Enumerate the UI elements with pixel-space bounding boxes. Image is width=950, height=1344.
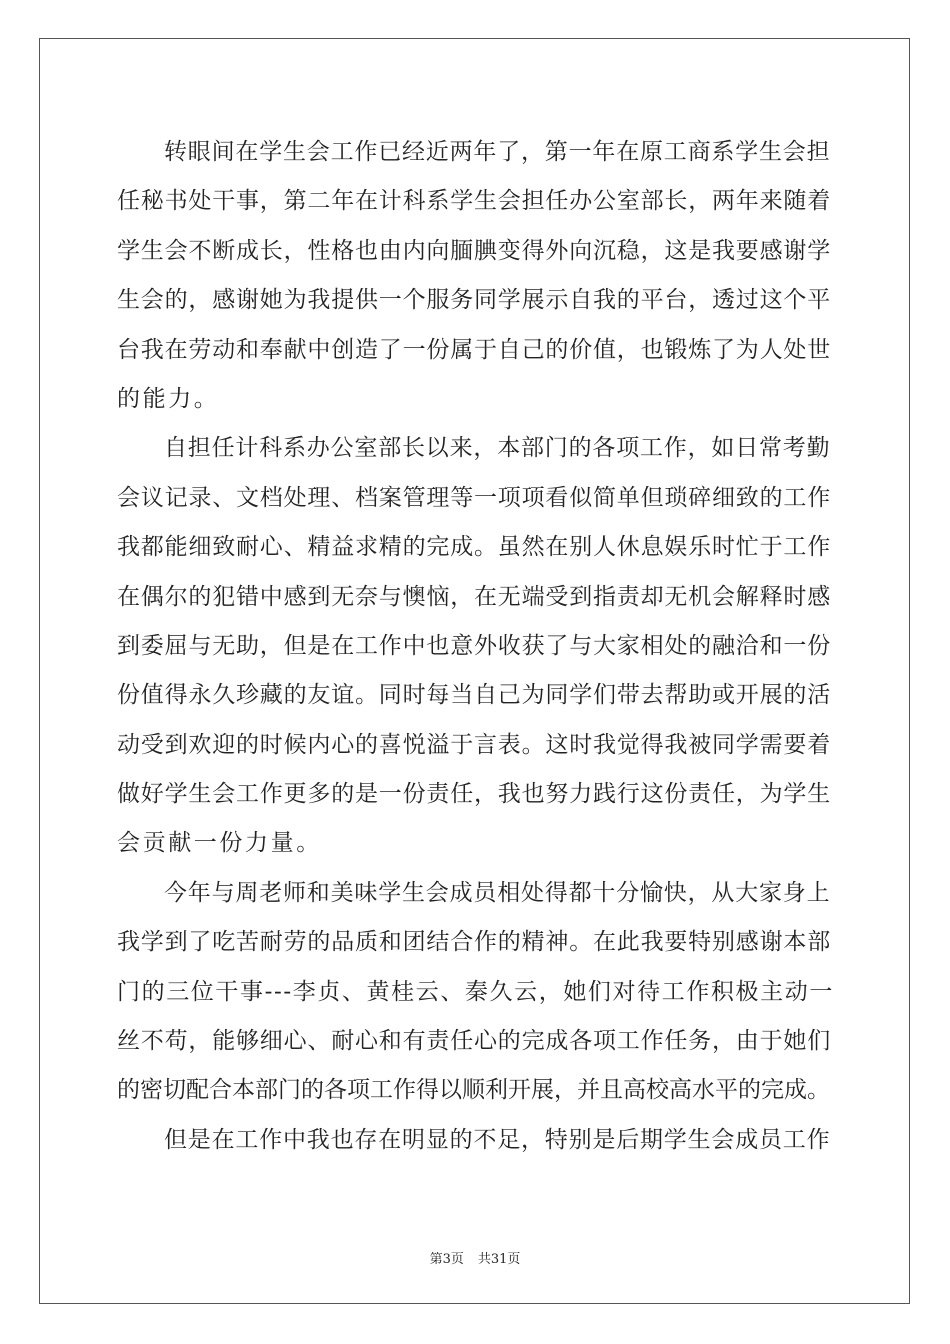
text-line: 做好学生会工作更多的是一份责任，我也努力践行这份责任，为学生 bbox=[117, 781, 831, 808]
text-line: 会议记录、文档处理、档案管理等一项项看似简单但琐碎细致的工作 bbox=[117, 484, 831, 511]
text-line: 的密切配合本部门的各项工作得以顺利开展，并且高校高水平的完成。 bbox=[117, 1077, 830, 1104]
text-line: 到委屈与无助，但是在工作中也意外收获了与大家相处的融洽和一份 bbox=[117, 632, 831, 659]
text-line: 台我在劳动和奉献中创造了一份属于自己的价值，也锻炼了为人处世 bbox=[117, 336, 831, 363]
text-line: 今年与周老师和美味学生会成员相处得都十分愉快，从大家身上 bbox=[164, 879, 831, 906]
text-line: 任秘书处干事，第二年在计科系学生会担任办公室部长，两年来随着 bbox=[117, 188, 831, 215]
text-line: 转眼间在学生会工作已经近两年了，第一年在原工商系学生会担 bbox=[164, 139, 831, 165]
text-line: 但是在工作中我也存在明显的不足，特别是后期学生会成员工作 bbox=[164, 1126, 831, 1153]
page-footer bbox=[0, 1248, 950, 1267]
text-line: 自担任计科系办公室部长以来，本部门的各项工作，如日常考勤 bbox=[164, 435, 831, 462]
page-total: 共31页 bbox=[477, 1252, 521, 1267]
text-line: 份值得永久珍藏的友谊。同时每当自己为同学们带去帮助或开展的活 bbox=[117, 682, 831, 709]
text-line: 丝不苟，能够细心、耐心和有责任心的完成各项工作任务，由于她们 bbox=[117, 1028, 831, 1055]
text-line: 我学到了吃苦耐劳的品质和团结合作的精神。在此我要特别感谢本部 bbox=[117, 929, 831, 956]
text-line: 在偶尔的犯错中感到无奈与懊恼，在无端受到指责却无机会解释时感 bbox=[117, 583, 831, 610]
page-number: 第3页 bbox=[429, 1252, 464, 1267]
text-line: 会贡献一份力量。 bbox=[117, 830, 322, 857]
document-body bbox=[117, 128, 834, 1165]
text-line: 生会的，感谢她为我提供一个服务同学展示自我的平台，透过这个平 bbox=[117, 287, 831, 314]
text-line: 我都能细致耐心、精益求精的完成。虽然在别人休息娱乐时忙于工作 bbox=[117, 534, 831, 561]
text-line: 门的三位干事---李贞、黄桂云、秦久云，她们对待工作积极主动一 bbox=[117, 978, 834, 1005]
text-line: 学生会不断成长，性格也由内向腼腆变得外向沉稳，这是我要感谢学 bbox=[117, 237, 831, 264]
text-line: 的能力。 bbox=[117, 385, 220, 412]
text-line: 动受到欢迎的时候内心的喜悦溢于言表。这时我觉得我被同学需要着 bbox=[117, 731, 831, 758]
